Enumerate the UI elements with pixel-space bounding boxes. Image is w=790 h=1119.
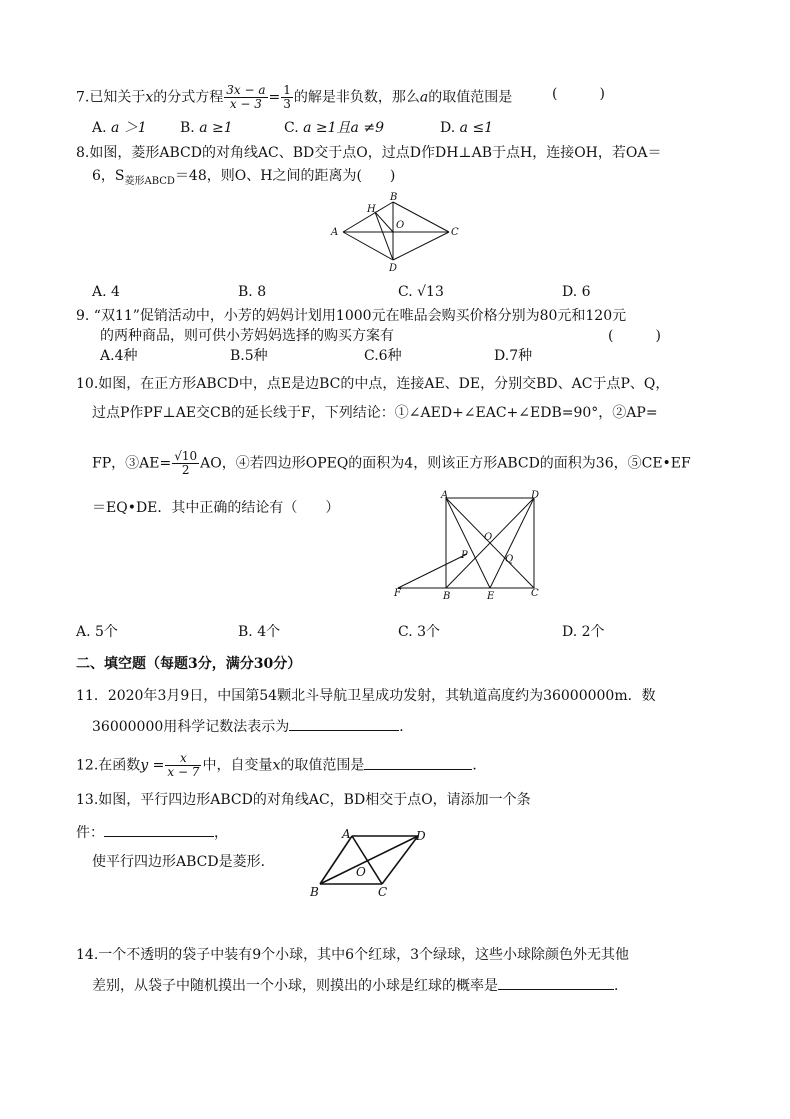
q7-option-c: C. a ≥1且a ≠9 (284, 120, 384, 136)
q8-option-c: C. √13 (398, 284, 444, 300)
q9-option-d: D.7种 (494, 348, 533, 364)
q10-stem-line3: FP，③AE= $\frac{√10}{2}$ AO，④若四边形OPEQ的面积为4，则该正方形ABCD的面积为36，⑤CE•EF (92, 449, 691, 477)
q12-answer-blank[interactable] (364, 755, 472, 770)
q7-option-b: B. a ≥1 (180, 120, 233, 136)
q9-option-b: B.5种 (230, 348, 268, 364)
q13-stem-line3: 使平行四边形ABCD是菱形． (92, 854, 275, 870)
q10-stem-line2: 过点P作PF⊥AE交CB的延长线于F，下列结论：①∠AED+∠EAC+∠EDB=90°，②AP= (92, 405, 658, 421)
q13-stem-line2: 件： ， (76, 822, 228, 843)
fig13-label-o: O (356, 865, 366, 879)
q8-stem-line1: 8.如图，菱形ABCD的对角线AC、BD交于点O，过点D作DH⊥AB于点H，连接OH，若OA＝ (76, 145, 662, 161)
q13-answer-blank[interactable] (104, 822, 214, 837)
q13-stem-line1: 13.如图，平行四边形ABCD的对角线AC，BD相交于点O，请添加一个条 (76, 792, 531, 808)
q8-stem-line2: 6，$S_{菱形ABCD}=48$，则O、H之间的距离为( ) (92, 168, 396, 187)
fig13-label-a: A (342, 827, 351, 841)
fig8-label-a: A (331, 227, 339, 238)
fig10-label-c: C (531, 588, 539, 599)
fig13-label-d: D (416, 829, 426, 843)
q12-stem: 12.在函数y = $\frac{x}{x - 7}$ 中，自变量x的取值范围是 ． (76, 751, 487, 779)
fig8-label-h: H (367, 204, 376, 215)
fig10-label-f: F (394, 588, 401, 599)
q9-option-a: A.4种 (100, 348, 138, 364)
q7-option-d: D. a ≤1 (440, 120, 494, 136)
q8-option-b: B. 8 (238, 284, 267, 300)
fig8-label-o: O (396, 220, 405, 231)
rhombus-figure (325, 190, 465, 272)
q10-option-a: A. 5个 (76, 624, 118, 640)
q10-option-b: B. 4个 (238, 624, 281, 640)
q9-option-c: C.6种 (364, 348, 402, 364)
fig10-label-e: E (487, 591, 495, 602)
q7-stem: 7.已知关于x的分式方程 $\frac{3x - a}{x - 3}$ = $\frac{1}{3}$ 的解是非负数，那么a的取值范围是 (76, 83, 513, 111)
parallelogram-figure (306, 826, 436, 902)
fig13-label-c: C (378, 885, 388, 899)
q10-fraction: $\frac{√10}{2}$ (174, 449, 198, 477)
fig8-label-b: B (390, 192, 398, 203)
q10-stem-line4: ＝EQ•DE．其中正确的结论有（ ） (92, 500, 340, 516)
fig10-label-o: O (484, 532, 493, 543)
fig10-label-q: Q (505, 554, 514, 565)
q7-answer-paren: ( ) (552, 86, 605, 102)
q14-stem-line1: 14.一个不透明的袋子中装有9个小球，其中6个红球，3个绿球，这些小球除颜色外无其他 (76, 947, 629, 963)
square-figure (392, 490, 548, 602)
q12-fraction: $\frac{x}{x - 7}$ (167, 751, 200, 779)
fig8-label-d: D (389, 263, 398, 272)
fig10-label-d: D (531, 490, 540, 501)
q11-stem-line1: 11．2020年3月9日，中国第54颗北斗导航卫星成功发射，其轨道高度约为36000000m．数 (76, 688, 656, 704)
fig10-label-a: A (441, 490, 449, 501)
fig10-label-p: P (461, 550, 468, 561)
fig8-label-c: C (451, 227, 459, 238)
q9-stem-line2: 的两种商品，则可供小芳妈妈选择的购买方案有 (100, 328, 394, 344)
q8-option-d: D. 6 (562, 284, 591, 300)
q10-stem-line1: 10.如图，在正方形ABCD中，点E是边BC的中点，连接AE、DE，分别交BD、AC于点P、Q， (76, 376, 670, 392)
q14-answer-blank[interactable] (498, 975, 614, 990)
q7-option-a: A. a ＞1 (92, 120, 147, 136)
q7-lhs-fraction: $\frac{3x - a}{x - 3}$ (226, 83, 266, 111)
q10-option-d: D. 2个 (562, 624, 605, 640)
q8-option-a: A. 4 (92, 284, 120, 300)
section-heading: 二、填空题（每题3分，满分30分） (76, 656, 302, 672)
q7-rhs-fraction: $\frac{1}{3}$ (283, 83, 291, 111)
fig13-label-b: B (310, 885, 319, 899)
q10-option-c: C. 3个 (398, 624, 441, 640)
q11-stem-line2: 36000000用科学记数法表示为 ． (92, 716, 413, 737)
fig10-label-b: B (443, 591, 451, 602)
q9-answer-paren: ( ) (608, 328, 661, 344)
q14-stem-line2: 差别，从袋子中随机摸出一个小球，则摸出的小球是红球的概率是 ． (92, 975, 628, 996)
q11-answer-blank[interactable] (289, 716, 399, 731)
q9-stem-line1: 9. “双11”促销活动中，小芳的妈妈计划用1000元在唯品会购买价格分别为80元和120元 (76, 308, 627, 324)
